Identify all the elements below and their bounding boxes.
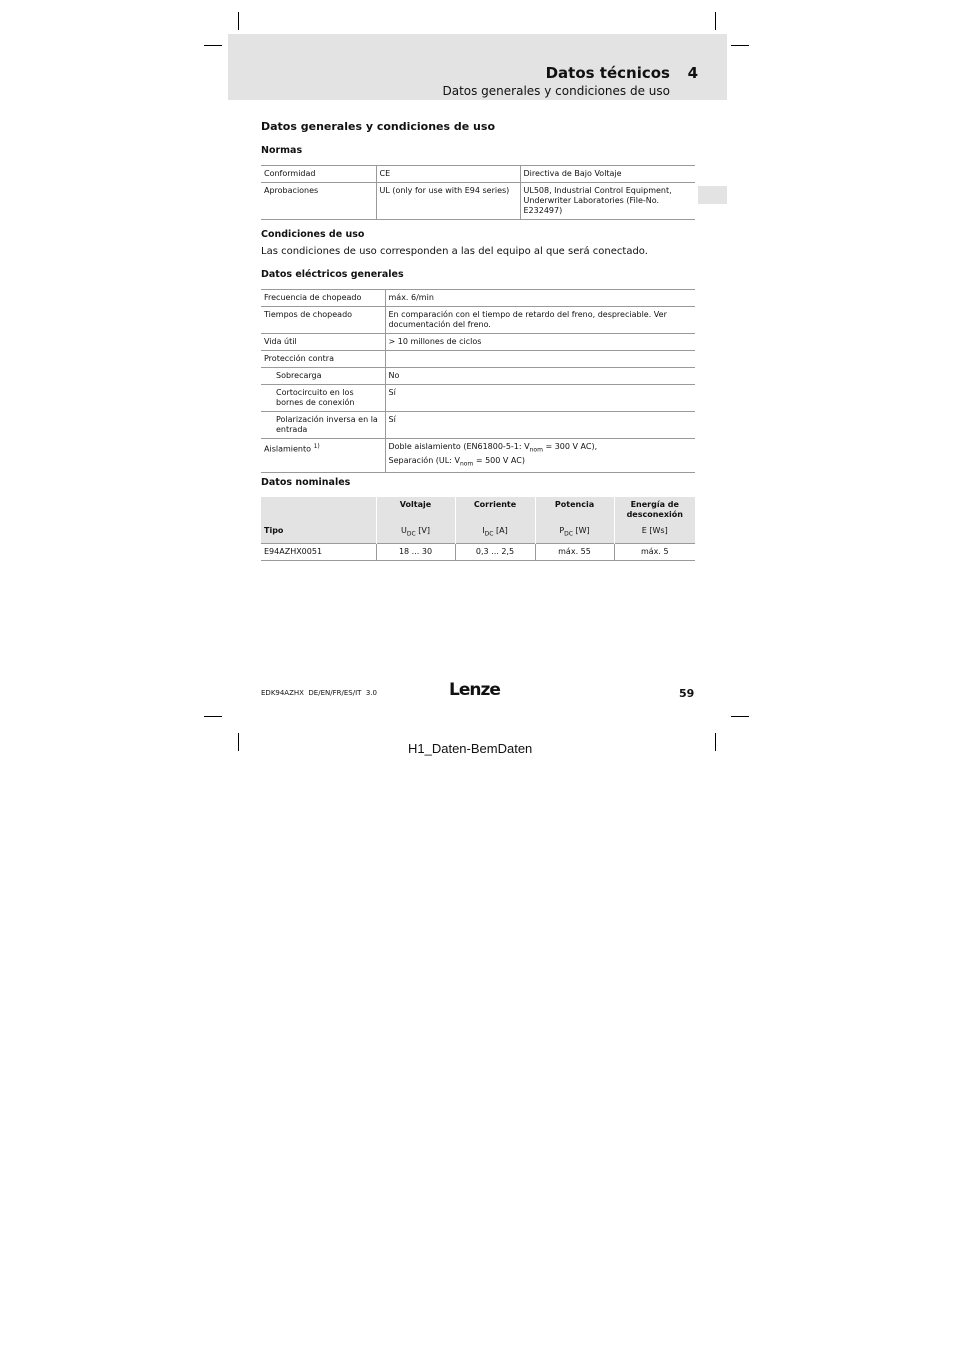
- crop-mark: [204, 45, 222, 46]
- table-cell: No: [385, 368, 695, 385]
- insulation-text: Separación (UL: V: [388, 455, 460, 465]
- subscript: DC: [406, 530, 416, 538]
- table-header: [376, 523, 455, 543]
- crop-mark: [715, 12, 716, 30]
- table-header: [261, 497, 376, 523]
- chapter-side-tab: [698, 186, 727, 204]
- rated-title: Datos nominales: [261, 477, 351, 488]
- table-cell: [385, 439, 695, 473]
- table-cell: máx. 55: [535, 543, 614, 560]
- table-header-row: [261, 497, 695, 523]
- crop-mark: [731, 716, 749, 717]
- conditions-title: Condiciones de uso: [261, 229, 365, 240]
- table-cell: CE: [376, 166, 520, 183]
- table-cell: Vida útil: [261, 334, 385, 351]
- table-row: [261, 368, 695, 385]
- table-cell: > 10 millones de ciclos: [385, 334, 695, 351]
- table-cell: E94AZHX0051: [261, 543, 376, 560]
- table-cell: Sobrecarga: [261, 368, 385, 385]
- table-header: Energía de desconexión: [614, 497, 695, 523]
- table-cell: Tiempos de chopeado: [261, 307, 385, 334]
- crop-mark: [238, 733, 239, 751]
- table-row: [261, 166, 695, 183]
- table-cell: En comparación con el tiempo de retardo del freno, despreciable. Ver documentación del freno.: [385, 307, 695, 334]
- table-row: [261, 412, 695, 439]
- table-cell: Directiva de Bajo Voltaje: [520, 166, 695, 183]
- page-header: [228, 34, 727, 100]
- table-row: [261, 334, 695, 351]
- electrical-table: [261, 289, 695, 473]
- table-row: [261, 307, 695, 334]
- table-unit-row: [261, 523, 695, 543]
- crop-mark: [715, 733, 716, 751]
- table-cell: máx. 5: [614, 543, 695, 560]
- table-cell: Polarización inversa en la entrada: [261, 412, 385, 439]
- table-header: [455, 523, 535, 543]
- chapter-number: 4: [687, 64, 698, 82]
- unit-symbol: U: [401, 526, 407, 535]
- table-cell: UL (only for use with E94 series): [376, 183, 520, 220]
- table-cell: UL508, Industrial Control Equipment, Underwriter Laboratories (File-No. E232497): [520, 183, 695, 220]
- chapter-subtitle: Datos generales y condiciones de uso: [442, 84, 670, 98]
- insulation-text: Doble aislamiento (EN61800-5-1: V: [388, 442, 530, 451]
- table-header: E [Ws]: [614, 523, 695, 543]
- table-cell: Protección contra: [261, 351, 385, 368]
- table-cell: Sí: [385, 385, 695, 412]
- unit-text: [W]: [572, 526, 590, 535]
- subscript: nom: [529, 446, 543, 454]
- section-title: Datos generales y condiciones de uso: [261, 120, 495, 133]
- table-cell: Aprobaciones: [261, 183, 376, 220]
- table-cell: 18 ... 30: [376, 543, 455, 560]
- table-cell: Conformidad: [261, 166, 376, 183]
- norms-title: Normas: [261, 145, 303, 156]
- subscript: DC: [484, 530, 494, 538]
- table-row: [261, 351, 695, 368]
- crop-mark: [731, 45, 749, 46]
- subscript: DC: [564, 530, 573, 538]
- electrical-title: Datos eléctricos generales: [261, 269, 404, 280]
- norms-table: [261, 165, 695, 220]
- insulation-text: = 300 V AC),: [542, 442, 598, 451]
- unit-symbol: I: [482, 526, 485, 535]
- table-row: [261, 439, 695, 473]
- table-cell: [261, 439, 385, 473]
- table-cell: 0,3 ... 2,5: [455, 543, 535, 560]
- lenze-logo: Lenze: [449, 680, 500, 700]
- table-row: [261, 385, 695, 412]
- document-id: H1_Daten-BemDaten: [408, 741, 533, 756]
- table-cell: máx. 6/min: [385, 290, 695, 307]
- table-header: Tipo: [261, 523, 376, 543]
- table-row: [261, 183, 695, 220]
- table-header: Voltaje: [376, 497, 455, 523]
- crop-mark: [204, 716, 222, 717]
- subscript: nom: [459, 460, 474, 468]
- table-header: Corriente: [455, 497, 535, 523]
- table-cell: Sí: [385, 412, 695, 439]
- table-cell: Cortocircuito en los bornes de conexión: [261, 385, 385, 412]
- page-number: 59: [679, 687, 695, 700]
- table-cell: Frecuencia de chopeado: [261, 290, 385, 307]
- unit-text: [V]: [415, 526, 430, 535]
- table-header: Potencia: [535, 497, 614, 523]
- chapter-title: Datos técnicos: [545, 64, 670, 82]
- unit-text: [A]: [493, 526, 508, 535]
- insulation-text: = 500 V AC): [473, 455, 525, 465]
- crop-mark: [238, 12, 239, 30]
- unit-symbol: P: [559, 526, 565, 535]
- table-row: [261, 543, 695, 560]
- table-cell: [385, 351, 695, 368]
- insulation-label: Aislamiento: [264, 444, 312, 454]
- table-header: [535, 523, 614, 543]
- rated-table: [261, 497, 695, 561]
- document-code: EDK94AZHX DE/EN/FR/ES/IT 3.0: [261, 689, 377, 697]
- footnote-ref: 1): [313, 443, 320, 450]
- table-row: [261, 290, 695, 307]
- conditions-text: Las condiciones de uso corresponden a las del equipo al que será conectado.: [261, 246, 648, 257]
